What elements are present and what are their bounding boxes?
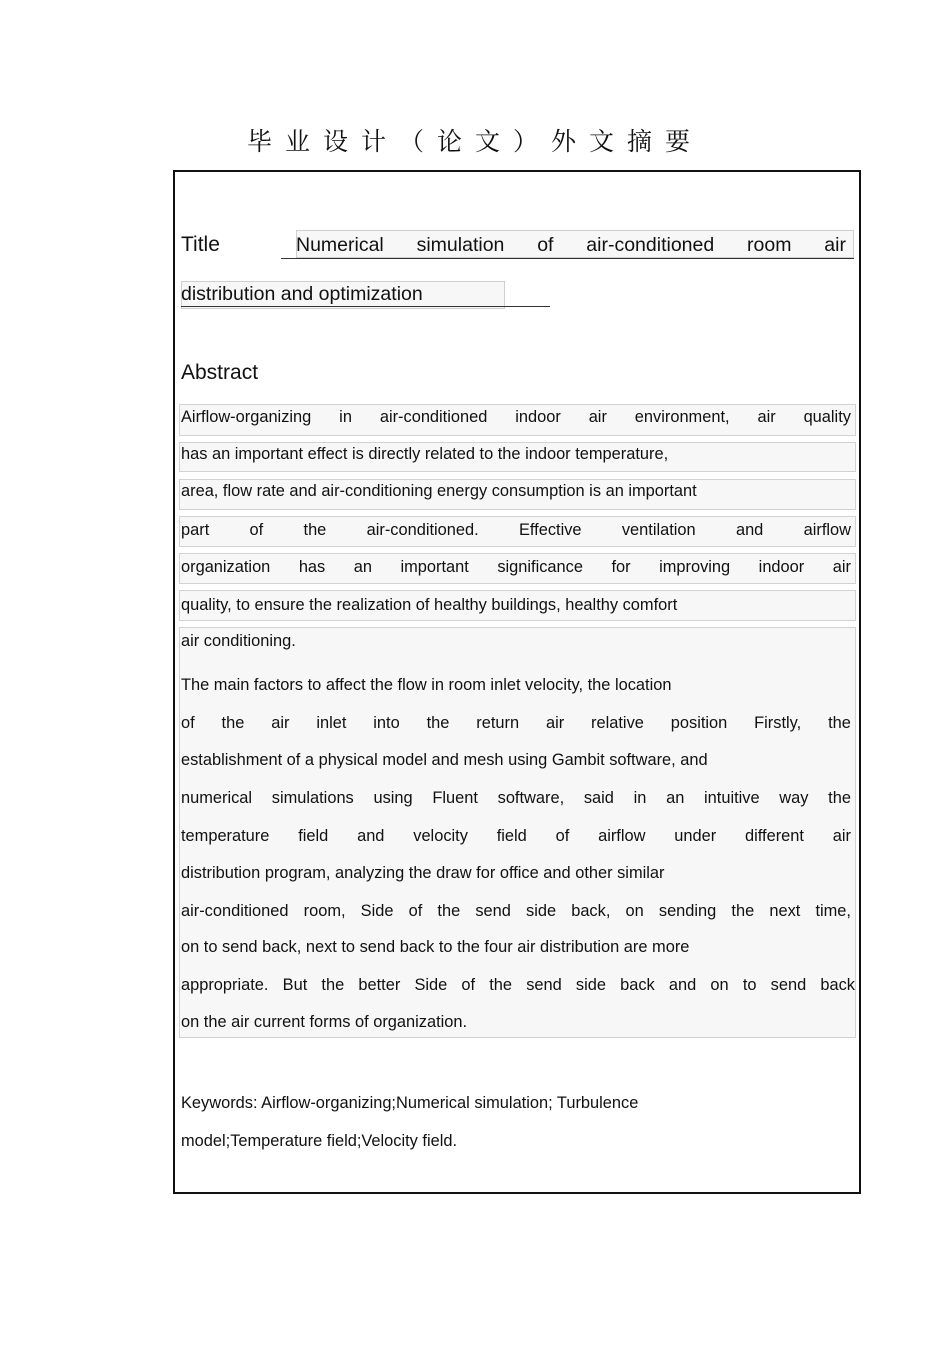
word: different bbox=[745, 827, 804, 845]
word: the bbox=[828, 714, 851, 732]
abstract-line bbox=[181, 713, 851, 733]
word: indoor bbox=[758, 558, 805, 576]
word: the bbox=[828, 789, 851, 807]
word: air-conditioned bbox=[586, 234, 715, 256]
word: relative bbox=[591, 714, 644, 732]
word: send bbox=[475, 902, 511, 920]
word: air bbox=[832, 558, 851, 576]
word: return bbox=[476, 714, 520, 732]
word: Fluent bbox=[432, 789, 478, 807]
word: the bbox=[221, 714, 245, 732]
word: and bbox=[668, 976, 697, 994]
word: way bbox=[779, 789, 809, 807]
abstract-line bbox=[181, 481, 697, 501]
word: better bbox=[358, 976, 401, 994]
word: Firstly, bbox=[754, 714, 802, 732]
abstract-line bbox=[181, 631, 296, 651]
word: air bbox=[588, 408, 607, 426]
word: air bbox=[757, 408, 776, 426]
keywords-line-1: Keywords: Airflow-organizing;Numerical simulation; Turbulence bbox=[181, 1094, 639, 1112]
word: air bbox=[824, 234, 846, 256]
word: field bbox=[496, 827, 527, 845]
word: back, bbox=[571, 902, 611, 920]
word: under bbox=[674, 827, 717, 845]
word: position bbox=[670, 714, 728, 732]
word: has an important effect is directly related to the indoor temperature, bbox=[181, 445, 669, 463]
abstract-line bbox=[181, 901, 851, 921]
word: indoor bbox=[515, 408, 561, 426]
abstract-line bbox=[181, 595, 677, 615]
abstract-line bbox=[181, 520, 851, 540]
word: ventilation bbox=[621, 521, 696, 539]
word: Side bbox=[360, 902, 394, 920]
word: in bbox=[633, 789, 647, 807]
word: Side bbox=[414, 976, 448, 994]
word: part bbox=[181, 521, 210, 539]
word: organization bbox=[181, 558, 271, 576]
word: into bbox=[373, 714, 400, 732]
word: simulations bbox=[271, 789, 354, 807]
word: simulation bbox=[416, 234, 505, 256]
word: an bbox=[666, 789, 685, 807]
word: the bbox=[321, 976, 345, 994]
word: the bbox=[303, 521, 327, 539]
word: an bbox=[353, 558, 372, 576]
word: of bbox=[408, 902, 423, 920]
abstract-line bbox=[181, 1012, 467, 1032]
title-underline bbox=[281, 258, 854, 259]
abstract-line bbox=[181, 863, 664, 883]
word: important bbox=[400, 558, 469, 576]
word: on bbox=[710, 976, 729, 994]
word: airflow bbox=[803, 521, 851, 539]
word: time, bbox=[815, 902, 851, 920]
word: send bbox=[770, 976, 807, 994]
word: quality, to ensure the realization of healthy buildings, healthy comfort bbox=[181, 596, 678, 614]
title-underline-2 bbox=[181, 306, 550, 307]
abstract-line bbox=[181, 975, 855, 995]
abstract-line bbox=[181, 788, 851, 808]
word: But bbox=[282, 976, 308, 994]
word: area, flow rate and air-conditioning energy consumption is an important bbox=[181, 482, 697, 500]
word: of bbox=[461, 976, 476, 994]
word: said bbox=[583, 789, 614, 807]
word: air bbox=[271, 714, 290, 732]
word: The main factors to affect the flow in room inlet velocity, the location bbox=[181, 676, 672, 694]
word: on the air current forms of organization. bbox=[181, 1013, 468, 1031]
word: quality bbox=[803, 408, 851, 426]
word: send bbox=[526, 976, 562, 994]
word: of bbox=[181, 714, 195, 732]
title-text-line-2: distribution and optimization bbox=[181, 283, 423, 305]
word: air-conditioned. bbox=[366, 521, 479, 539]
word: air conditioning. bbox=[181, 632, 296, 650]
word: velocity bbox=[413, 827, 468, 845]
word: to bbox=[742, 976, 757, 994]
title-text-line-1 bbox=[296, 234, 846, 257]
word: temperature bbox=[181, 827, 270, 845]
word: in bbox=[339, 408, 352, 426]
word: of bbox=[537, 234, 554, 256]
word: for bbox=[611, 558, 631, 576]
abstract-line bbox=[181, 750, 708, 770]
word: airflow bbox=[598, 827, 646, 845]
abstract-line bbox=[181, 937, 689, 957]
word: air bbox=[832, 827, 851, 845]
word: appropriate. bbox=[181, 976, 269, 994]
word: the bbox=[489, 976, 513, 994]
word: software, bbox=[497, 789, 565, 807]
word: the bbox=[426, 714, 450, 732]
word: air bbox=[545, 714, 565, 732]
word: on bbox=[625, 902, 644, 920]
word: air-conditioned bbox=[379, 408, 488, 426]
word: back bbox=[620, 976, 655, 994]
word: room bbox=[747, 234, 792, 256]
abstract-line bbox=[181, 826, 851, 846]
abstract-line bbox=[181, 444, 668, 464]
word: significance bbox=[497, 558, 583, 576]
word: sending bbox=[658, 902, 717, 920]
word: the bbox=[731, 902, 755, 920]
word: improving bbox=[659, 558, 731, 576]
keywords-line-2: model;Temperature field;Velocity field. bbox=[181, 1132, 458, 1150]
abstract-line bbox=[181, 675, 671, 695]
abstract-line bbox=[181, 557, 851, 577]
page-heading: 毕业设计（论文）外文摘要 bbox=[246, 127, 703, 156]
word: using bbox=[373, 789, 413, 807]
word: Numerical bbox=[296, 234, 384, 256]
word: and bbox=[735, 521, 764, 539]
word: the bbox=[437, 902, 461, 920]
word: distribution program, analyzing the draw for office and other similar bbox=[181, 864, 665, 882]
abstract-line bbox=[181, 407, 851, 427]
word: air-conditioned bbox=[181, 902, 289, 920]
abstract-label: Abstract bbox=[181, 361, 259, 384]
word: back bbox=[820, 976, 855, 994]
word: of bbox=[555, 827, 570, 845]
word: side bbox=[526, 902, 557, 920]
word: next bbox=[769, 902, 801, 920]
word: establishment of a physical model and mesh using Gambit software, and bbox=[181, 751, 708, 769]
word: Effective bbox=[518, 521, 582, 539]
word: and bbox=[357, 827, 385, 845]
word: Airflow-organizing bbox=[181, 408, 312, 426]
word: inlet bbox=[316, 714, 347, 732]
title-label: Title bbox=[181, 233, 220, 256]
word: room, bbox=[303, 902, 346, 920]
word: intuitive bbox=[704, 789, 760, 807]
word: numerical bbox=[181, 789, 253, 807]
word: has bbox=[298, 558, 326, 576]
word: on to send back, next to send back to the four air distribution are more bbox=[181, 938, 690, 956]
word: of bbox=[249, 521, 264, 539]
word: side bbox=[575, 976, 606, 994]
word: environment, bbox=[634, 408, 730, 426]
word: field bbox=[298, 827, 329, 845]
